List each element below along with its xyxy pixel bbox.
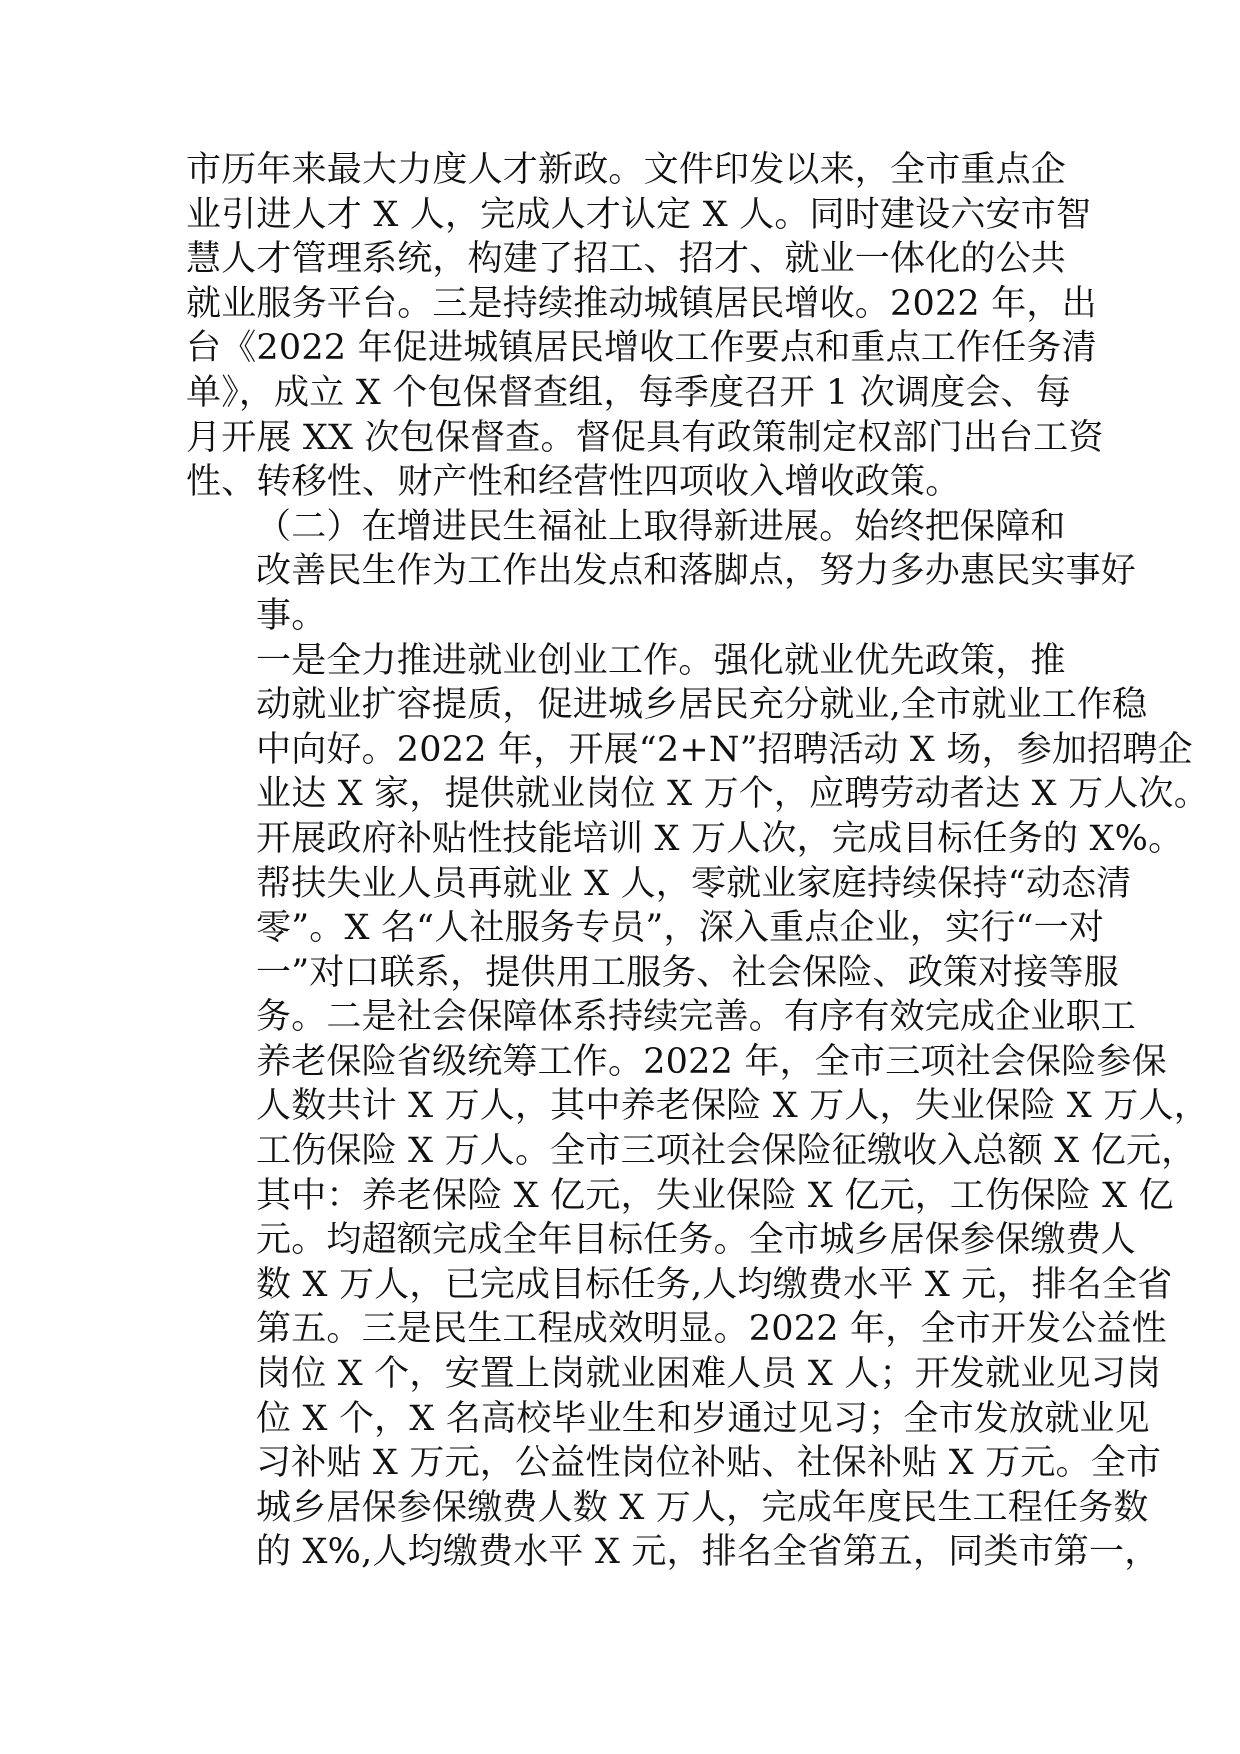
text-line: 零”。X 名“人社服务专员”，深入重点企业，实行“一对 [256, 908, 1105, 949]
text-line: 人数共计 X 万人，其中养老保险 X 万人，失业保险 X 万人， [256, 1086, 1209, 1127]
text-line: 台《2022 年促进城镇居民增收工作要点和重点工作任务清 [186, 328, 1097, 369]
text-line: 的 X%,人均缴费水平 X 元，排名全省第五，同类市第一， [256, 1532, 1160, 1573]
text-line: 开展政府补贴性技能培训 X 万人次，完成目标任务的 X%。 [256, 818, 1184, 859]
paragraph [186, 639, 1209, 1575]
text-line: 月开展 XX 次包保督查。督促具有政策制定权部门出台工资 [186, 417, 1104, 458]
text-line: 工伤保险 X 万人。全市三项社会保险征缴收入总额 X 亿元， [256, 1131, 1197, 1172]
text-line: 第五。三是民生工程成效明显。2022 年，全市开发公益性 [256, 1309, 1167, 1350]
text-line: 动就业扩容提质，促进城乡居民充分就业,全市就业工作稳 [256, 685, 1148, 726]
text-line: 一”对口联系，提供用工服务、社会保险、政策对接等服 [256, 952, 1119, 993]
text-line: 业达 X 家，提供就业岗位 X 万个，应聘劳动者达 X 万人次。 [256, 774, 1209, 815]
text-line: 习补贴 X 万元，公益性岗位补贴、社保补贴 X 万元。全市 [256, 1443, 1162, 1484]
text-line: 数 X 万人，已完成目标任务,人均缴费水平 X 元，排名全省 [256, 1264, 1173, 1305]
text-line: 位 X 个，X 名高校毕业生和岁通过见习；全市发放就业见 [256, 1398, 1150, 1439]
text-line: 元。均超额完成全年目标任务。全市城乡居保参保缴费人 [256, 1220, 1137, 1261]
text-line: 就业服务平台。三是持续推动城镇居民增收。2022 年，出 [186, 283, 1097, 324]
text-line: 单》，成立 X 个包保督查组，每季度召开 1 次调度会、每 [186, 372, 1071, 413]
text-line: 养老保险省级统筹工作。2022 年，全市三项社会保险参保 [256, 1041, 1167, 1082]
text-line: 市历年来最大力度人才新政。文件印发以来，全市重点企 [186, 150, 1067, 190]
document-body [186, 148, 1209, 1575]
text-line: 慧人才管理系统，构建了招工、招才、就业一体化的公共 [186, 239, 1067, 280]
paragraph [186, 505, 1137, 639]
text-line: 改善民生作为工作出发点和落脚点，努力多办惠民实事好 [256, 551, 1137, 592]
text-line: 业引进人才 X 人，完成人才认定 X 人。同时建设六安市智 [186, 194, 1092, 235]
text-line: 其中：养老保险 X 亿元，失业保险 X 亿元，工伤保险 X 亿 [256, 1175, 1174, 1216]
text-line: 一是全力推进就业创业工作。强化就业优先政策，推 [256, 640, 1066, 681]
text-line: 帮扶失业人员再就业 X 人，零就业家庭持续保持“动态清 [256, 863, 1132, 904]
text-line: 中向好。2022 年，开展“2+N”招聘活动 X 场，参加招聘企 [256, 729, 1193, 770]
text-line: 务。二是社会保障体系持续完善。有序有效完成企业职工 [256, 997, 1137, 1038]
text-line: 城乡居保参保缴费人数 X 万人，完成年度民生工程任务数 [256, 1487, 1149, 1528]
text-line: 事。 [256, 595, 327, 636]
text-line: （二）在增进民生福祉上取得新进展。始终把保障和 [256, 506, 1066, 547]
paragraph [186, 148, 1104, 505]
text-line: 性、转移性、财产性和经营性四项收入增收政策。 [186, 462, 961, 503]
text-line: 岗位 X 个，安置上岗就业困难人员 X 人；开发就业见习岗 [256, 1354, 1162, 1395]
